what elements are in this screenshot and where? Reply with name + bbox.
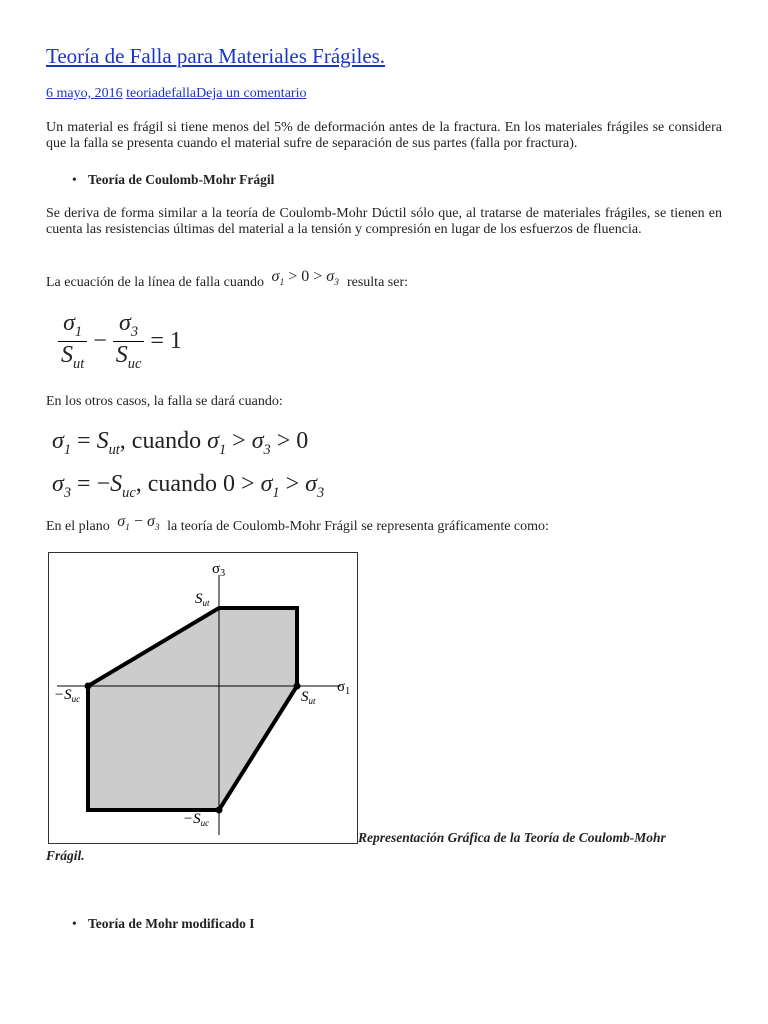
label-suc-left: $-S_{uc}$ (54, 687, 81, 704)
figure-caption-line2: Frágil. (46, 848, 85, 863)
point-suc-bottom (216, 807, 223, 814)
equation-case-1: $\sigma_1 = S_{ut}$, cuando $\sigma_1 > \sigma_3 > 0$ (52, 428, 309, 458)
post-author-link[interactable]: teoriadefalla (126, 86, 197, 101)
post-date-link[interactable]: 6 mayo, 2016 (46, 86, 123, 101)
plane-intro-suffix: la teoría de Coulomb-Mohr Frágil se representa gráficamente como: (167, 519, 549, 534)
bullet-mohr-modificado (72, 916, 255, 932)
point-suc-left (85, 683, 92, 690)
bullet-dot: • (72, 916, 77, 931)
comment-link[interactable]: Deja un comentario (196, 86, 307, 101)
equation-intro-suffix: resulta ser: (346, 275, 408, 290)
intro-paragraph: Un material es frágil si tiene menos del 5% de deformación antes de la fractura. En los materiales frágiles se considera que la falla se presenta cuando el material sufre de separación de sus partes (falla por fractura). (46, 120, 722, 151)
post-meta (46, 86, 306, 102)
axis-label-sigma3: $\sigma_3$ (212, 561, 226, 579)
plane-intro-text: En el plano (46, 519, 110, 534)
equation-intro (46, 268, 722, 296)
coulomb-mohr-diagram (48, 552, 358, 844)
label-suc-bottom: $-S_{uc}$ (183, 811, 210, 828)
bullet-label: Teoría de Coulomb-Mohr Frágil (88, 172, 275, 187)
bullet-coulomb-mohr (72, 172, 274, 188)
other-cases-text: En los otros casos, la falla se dará cuando: (46, 394, 283, 409)
label-sut-top: $S_{ut}$ (195, 591, 210, 608)
failure-line-equation: $\frac{\sigma_1}{S_{ut}}$ − $\frac{\sigma_3}{S_{uc}}$ = 1 (58, 310, 182, 373)
equation-case-2: $\sigma_3 = -S_{uc}$, cuando $0 > \sigma_1 > \sigma_3$ (52, 470, 325, 501)
bullet-label: Teoría de Mohr modificado I (88, 916, 255, 931)
inline-plane: $\sigma_1 - \sigma_3$ (117, 513, 160, 534)
plane-intro (46, 513, 722, 540)
derivation-paragraph: Se deriva de forma similar a la teoría de Coulomb-Mohr Dúctil sólo que, al tratarse de materiales frágiles, se tienen en cuenta las resistencias últimas del material a la tensión y compresión en lugar de los esfuerzos de fluencia. (46, 206, 722, 237)
equation-intro-text: La ecuación de la línea de falla cuando (46, 275, 265, 290)
post-title[interactable]: Teoría de Falla para Materiales Frágiles. (46, 44, 386, 68)
point-sut-right (294, 683, 301, 690)
figure-caption-line1: Representación Gráfica de la Teoría de Coulomb-Mohr (358, 830, 666, 845)
failure-envelope (88, 608, 297, 810)
bullet-dot: • (72, 172, 77, 187)
label-sut-right: $S_{ut}$ (301, 689, 316, 706)
piecewise-equations (52, 424, 324, 510)
inline-condition: $\sigma_1 > 0 > \sigma_3$ (271, 268, 339, 289)
axis-label-sigma1: $\sigma_1$ (337, 679, 351, 697)
